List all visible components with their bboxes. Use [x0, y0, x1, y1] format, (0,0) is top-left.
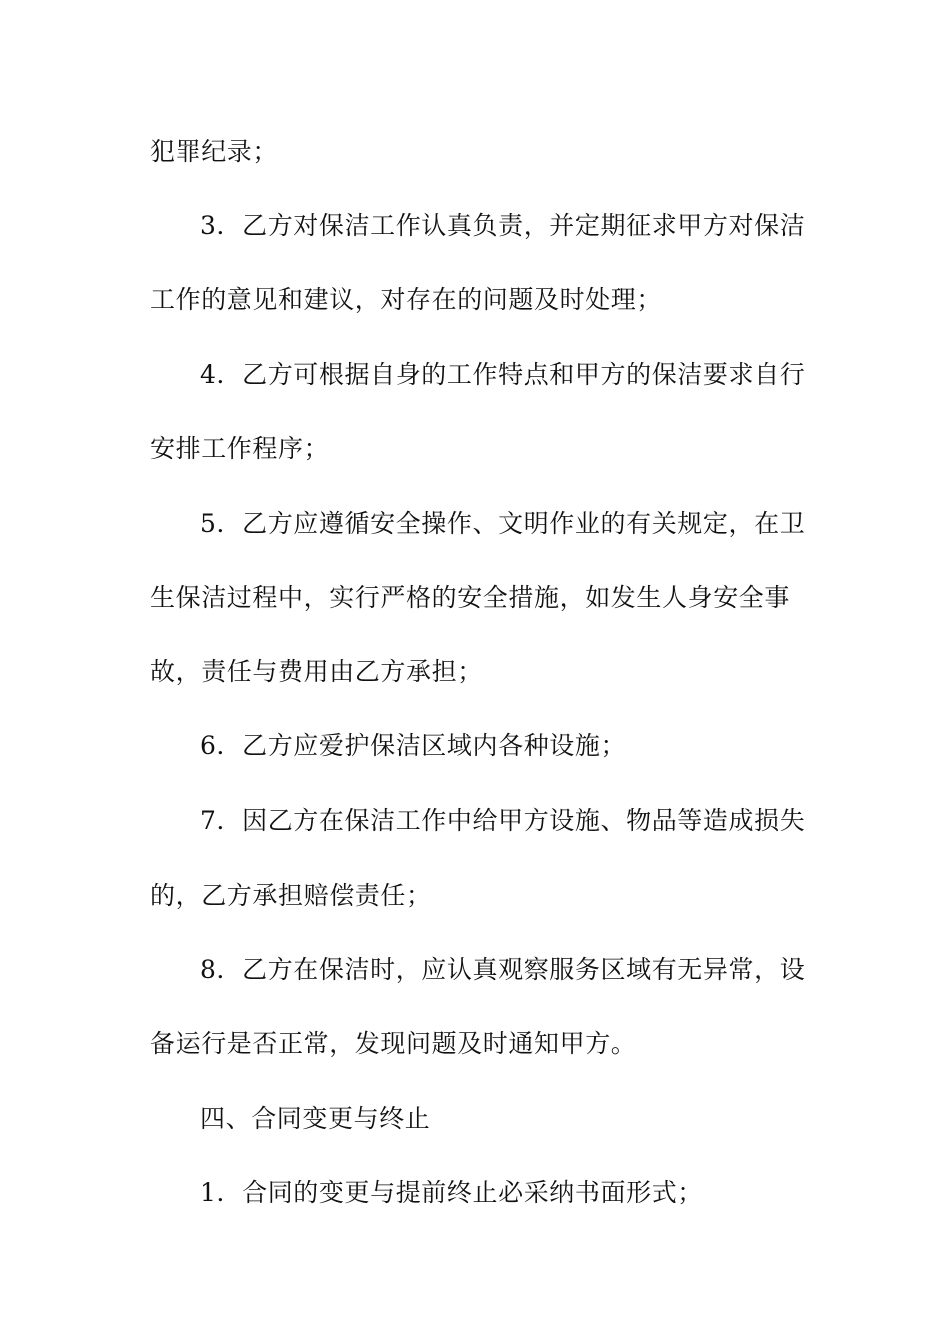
paragraph-line: 犯罪纪录；: [150, 137, 279, 166]
paragraph-line: 生保洁过程中，实行严格的安全措施，如发生人身安全事: [150, 583, 791, 612]
paragraph-line: 1．合同的变更与提前终止必采纳书面形式；: [200, 1178, 703, 1207]
paragraph-line: 备运行是否正常，发现问题及时通知甲方。: [150, 1029, 637, 1058]
paragraph-line: 工作的意见和建议，对存在的问题及时处理；: [150, 285, 663, 314]
paragraph-line: 4．乙方可根据自身的工作特点和甲方的保洁要求自行: [200, 360, 806, 389]
paragraph-line: 安排工作程序；: [150, 434, 330, 463]
paragraph-line: 3．乙方对保洁工作认真负责，并定期征求甲方对保洁: [200, 211, 806, 240]
paragraph-line: 的，乙方承担赔偿责任；: [150, 881, 432, 910]
paragraph-line: 5．乙方应遵循安全操作、文明作业的有关规定，在卫: [200, 509, 806, 538]
section-heading: 四、合同变更与终止: [200, 1104, 431, 1133]
paragraph-line: 故，责任与费用由乙方承担；: [150, 657, 483, 686]
paragraph-line: 8．乙方在保洁时，应认真观察服务区域有无异常，设: [200, 955, 806, 984]
paragraph-line: 7．因乙方在保洁工作中给甲方设施、物品等造成损失: [200, 806, 806, 835]
paragraph-line: 6．乙方应爱护保洁区域内各种设施；: [200, 731, 627, 760]
